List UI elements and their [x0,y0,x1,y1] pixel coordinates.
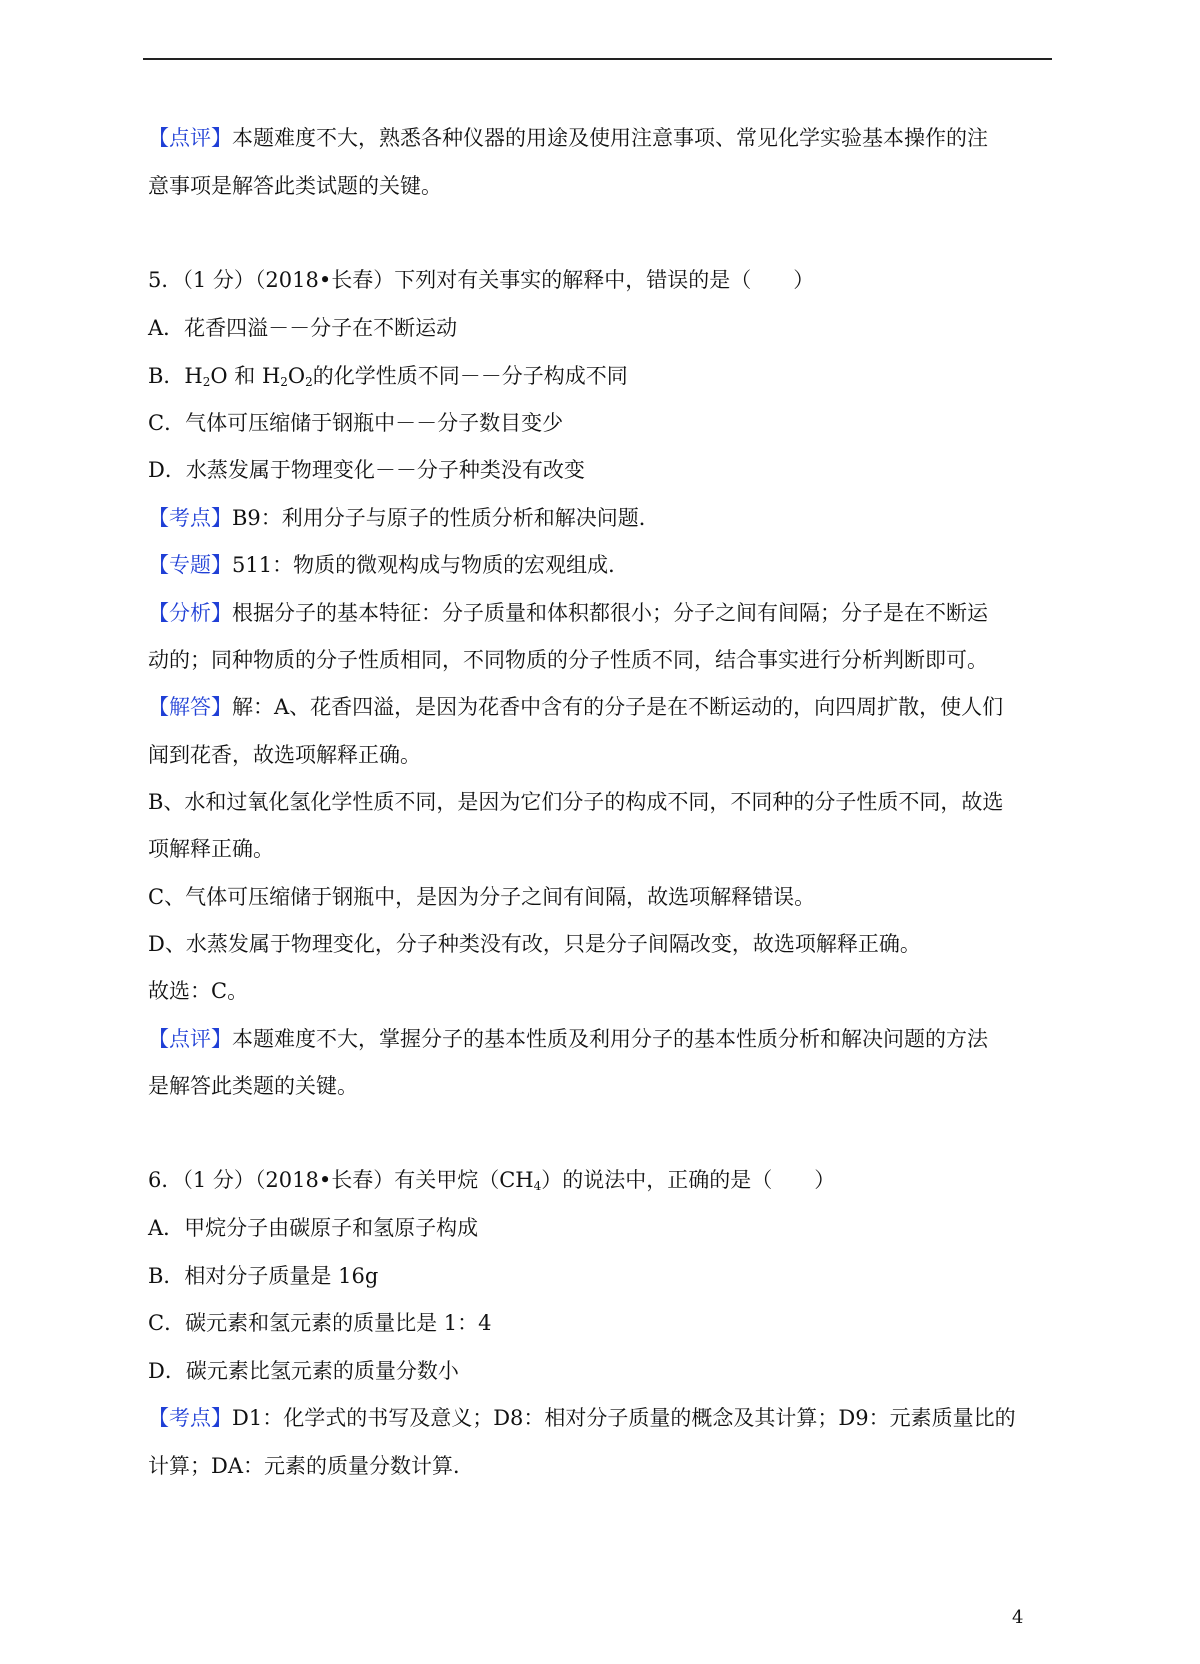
comment-text: 本题难度不大，熟悉各种仪器的用途及使用注意事项、常见化学实验基本操作的注 [232,126,988,150]
subscript: 2 [202,375,211,389]
prev-comment-line-1 [148,123,1058,153]
q6-kaodian-line-2: 计算；DA：元素的质量分数计算． [148,1454,475,1478]
q5-option-b-part: B．H [148,364,203,388]
page-number: 4 [1012,1607,1024,1628]
q6-option-b: B．相对分子质量是 16g [148,1264,379,1288]
kaodian-tag: 【考点】 [148,506,232,530]
comment-tag: 【点评】 [148,126,232,150]
jieda-text: 解：A、花香四溢，是因为花香中含有的分子是在不断运动的，向四周扩散，使人们 [232,695,1004,719]
q5-option-a: A．花香四溢－－分子在不断运动 [148,316,458,340]
q6-kaodian-line-1 [148,1403,1058,1433]
q5-jieda-line-3: B、水和过氧化氢化学性质不同，是因为它们分子的构成不同，不同种的分子性质不同，故选 [148,790,1004,814]
subscript: 2 [305,375,313,389]
q5-stem: 5．（1 分）（2018•长春）下列对有关事实的解释中，错误的是（ ） [148,268,815,292]
kaodian-text: D1：化学式的书写及意义；D8：相对分子质量的概念及其计算；D9：元素质量比的 [232,1406,1016,1430]
q5-fenxi-line-2: 动的；同种物质的分子性质相同，不同物质的分子性质不同，结合事实进行分析判断即可。 [148,648,988,672]
kaodian-text: B9：利用分子与原子的性质分析和解决问题． [232,506,660,530]
subscript: 4 [533,1179,542,1193]
q5-jieda-line-7: 故选：C。 [148,979,249,1003]
q5-option-b-part: 的化学性质不同－－分子构成不同 [312,364,628,388]
q5-option-c: C．气体可压缩储于钢瓶中－－分子数目变少 [148,411,564,435]
fenxi-text: 根据分子的基本特征：分子质量和体积都很小；分子之间有间隔；分子是在不断运 [232,601,988,625]
header-rule [143,58,1052,60]
q5-zhuanti [148,550,1058,580]
q6-option-c: C．碳元素和氢元素的质量比是 1：4 [148,1311,492,1335]
q5-dianping-line-2: 是解答此类题的关键。 [148,1074,358,1098]
q5-jieda-line-6: D、水蒸发属于物理变化，分子种类没有改，只是分子间隔改变，故选项解释正确。 [148,932,921,956]
zhuanti-text: 511：物质的微观构成与物质的宏观组成． [232,553,630,577]
jieda-tag: 【解答】 [148,695,232,719]
q5-option-b [148,361,1058,397]
q6-option-d: D．碳元素比氢元素的质量分数小 [148,1359,459,1383]
q5-option-b-part: O [287,364,306,388]
subscript: 2 [280,375,288,389]
q5-dianping-line-1 [148,1024,1058,1054]
q5-jieda-line-4: 项解释正确。 [148,837,274,861]
fenxi-tag: 【分析】 [148,601,232,625]
q5-jieda-line-5: C、气体可压缩储于钢瓶中，是因为分子之间有间隔，故选项解释错误。 [148,885,816,909]
q6-stem [148,1165,1058,1201]
q6-stem-part: 6．（1 分）（2018•长春）有关甲烷（CH [148,1168,534,1192]
q5-fenxi-line-1 [148,598,1058,628]
q6-option-a: A．甲烷分子由碳原子和氢原子构成 [148,1216,479,1240]
q5-jieda-line-2: 闻到花香，故选项解释正确。 [148,743,421,767]
q5-option-d: D．水蒸发属于物理变化－－分子种类没有改变 [148,458,585,482]
q5-option-b-part: O 和 H [210,364,281,388]
dianping-text: 本题难度不大，掌握分子的基本性质及利用分子的基本性质分析和解决问题的方法 [232,1027,988,1051]
q5-jieda-line-1 [148,692,1058,722]
kaodian-tag: 【考点】 [148,1406,232,1430]
zhuanti-tag: 【专题】 [148,553,232,577]
q5-kaodian [148,503,1058,533]
dianping-tag: 【点评】 [148,1027,232,1051]
q6-stem-part: ）的说法中，正确的是（ ） [541,1168,836,1192]
prev-comment-line-2: 意事项是解答此类试题的关键。 [148,174,442,198]
